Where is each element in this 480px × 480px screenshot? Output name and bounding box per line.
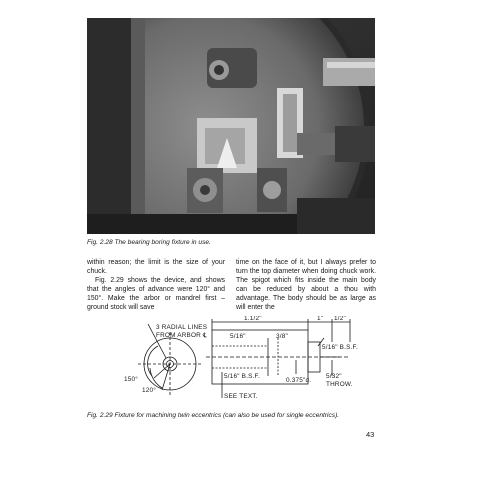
dimension-label: 1/2" xyxy=(334,316,346,322)
text-column-right xyxy=(236,259,376,312)
figure-caption: Fig. 2.28 The bearing boring fixture in use. xyxy=(87,239,211,246)
dimension-label: 1" xyxy=(317,316,324,322)
throw-label: 5/32" xyxy=(326,373,342,380)
thread-label: 5/16" B.S.F. xyxy=(224,373,260,380)
thread-label: 5/16" B.S.F. xyxy=(322,344,358,351)
see-text-label: SEE TEXT. xyxy=(224,393,258,400)
dimension-label: 1.1/2" xyxy=(244,316,262,322)
page-number: 43 xyxy=(366,430,375,439)
paragraph: time on the face of it, but I always prefer to turn the top diameter when doing chuck work. The spigot which fits inside the main body can be reduced by about a thou with advantage. The body should be as large as will enter the xyxy=(236,259,376,311)
paragraph: Fig. 2.29 shows the device, and shows that the angles of advance were 120° and 150°. Make the arbor or mandrel first – ground stock will save xyxy=(87,276,225,311)
angle-120-label: 120° xyxy=(142,387,157,394)
throw-label: THROW. xyxy=(326,381,353,388)
figure-caption: Fig. 2.29 Fixture for machining twin eccentrics (can also be used for single eccentrics). xyxy=(87,412,340,419)
radial-lines-label: 3 RADIAL LINES xyxy=(156,324,208,331)
angle-150-label: 150° xyxy=(124,376,139,383)
text-column-left xyxy=(87,259,225,312)
arbor-centre-label: FROM ARBOR ℄ xyxy=(156,332,208,339)
eccentric-fixture-drawing xyxy=(118,316,380,406)
paragraph: within reason; the limit is the size of your chuck. xyxy=(87,259,225,275)
dimension-label: 3/8" xyxy=(276,333,288,340)
dimension-label: 5/16" xyxy=(230,333,246,340)
diameter-label: 0.375"d. xyxy=(286,377,312,384)
bearing-boring-fixture-photo xyxy=(87,18,375,234)
